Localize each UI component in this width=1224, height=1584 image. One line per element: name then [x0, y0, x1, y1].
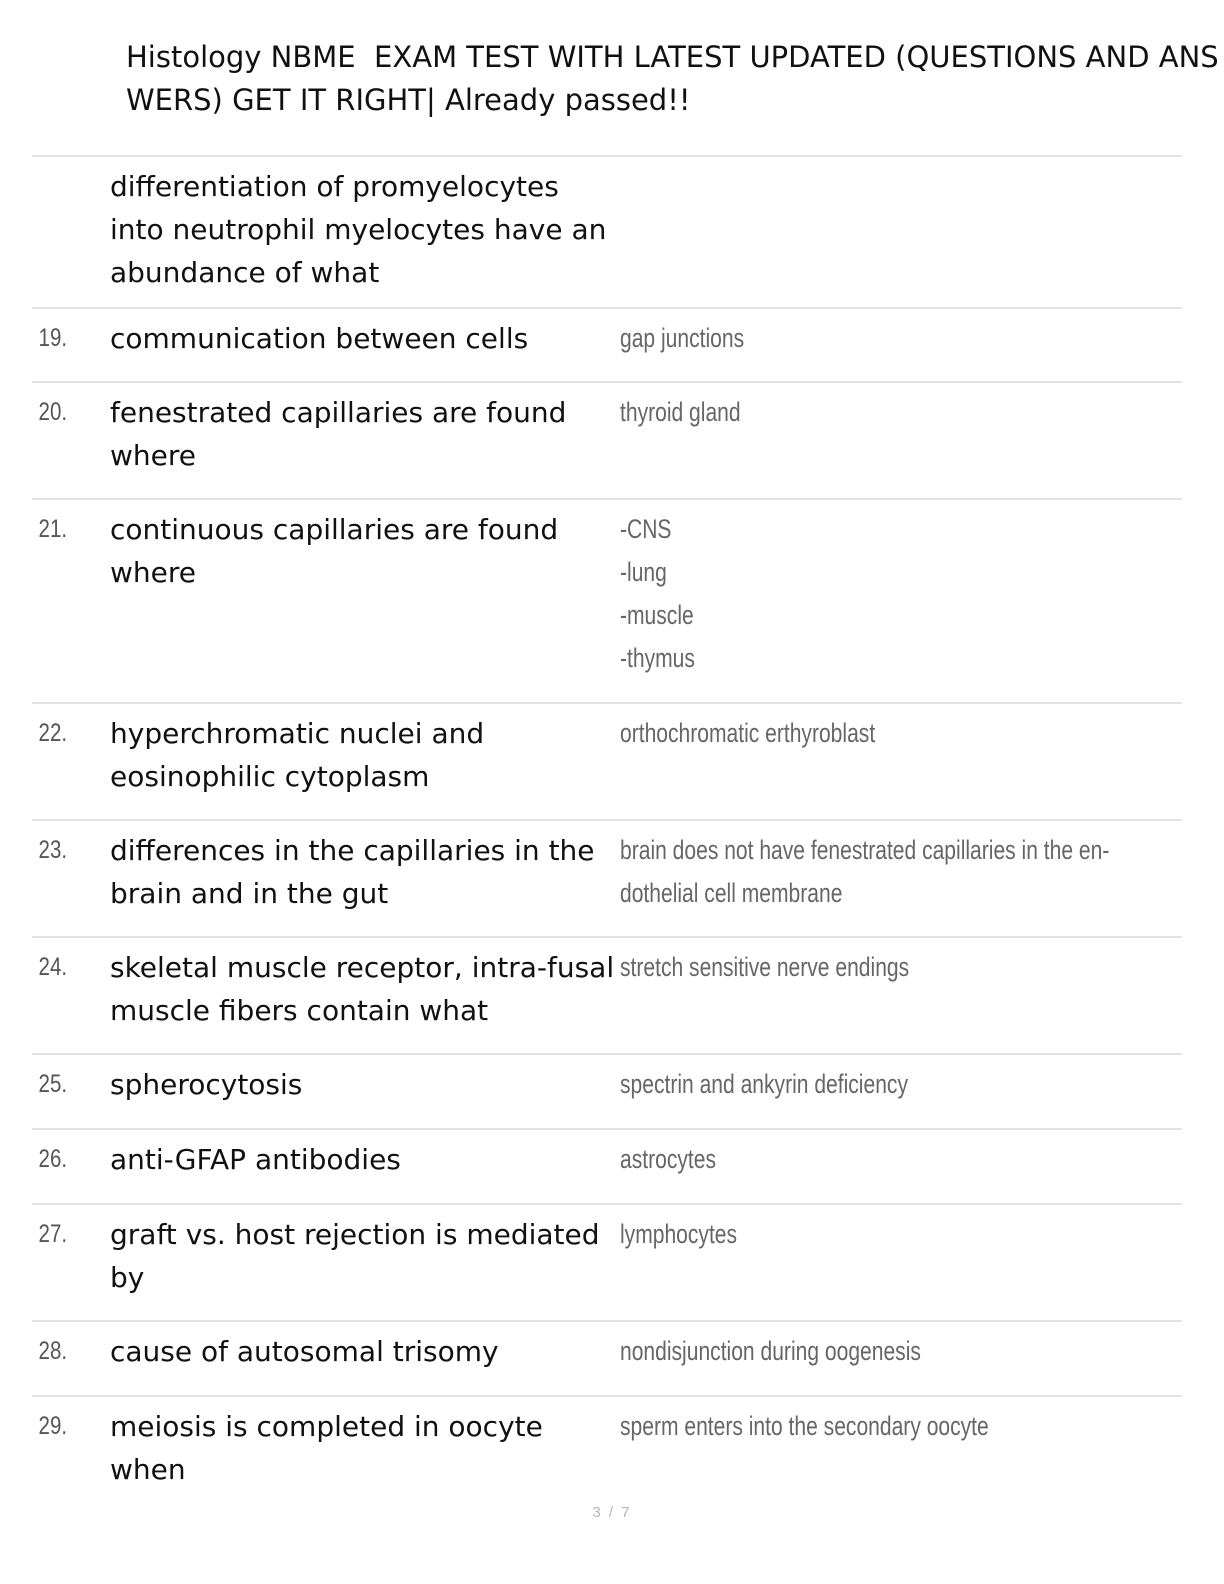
answer-text: astrocytes [620, 1144, 716, 1174]
document-title: Histology NBME EXAM TEST WITH LATEST UPDATED (QUESTIONS AND ANSWERS) GET IT RIGHT| Already passed!! [126, 40, 1219, 117]
row-number: 24. [38, 953, 68, 981]
answer-text: stretch sensitive nerve endings [620, 952, 910, 982]
row-number [32, 165, 96, 307]
row-number: 28. [38, 1337, 68, 1365]
table-row [32, 1322, 1182, 1397]
answer-text: -CNS -lung -muscle -thymus [620, 514, 695, 673]
question-text: skeletal muscle receptor, intra-fusal muscle fibers contain what [110, 951, 615, 1027]
question-text: meiosis is completed in oocyte when [110, 1410, 543, 1486]
table-row [32, 704, 1182, 821]
row-number: 26. [38, 1145, 68, 1173]
table-row [32, 500, 1182, 704]
row-number: 29. [38, 1412, 68, 1440]
table-row [32, 383, 1182, 500]
row-number: 27. [38, 1220, 68, 1248]
table-row [32, 157, 1182, 309]
answer-text: brain does not have fenestrated capillaries in the en- dothelial cell membrane [620, 835, 1110, 908]
answer-text: nondisjunction during oogenesis [620, 1336, 921, 1366]
answer-text: sperm enters into the secondary oocyte [620, 1411, 989, 1441]
answer-text: orthochromatic erthyroblast [620, 718, 876, 748]
table-row [32, 309, 1182, 383]
row-number: 19. [38, 324, 68, 352]
row-number: 20. [38, 398, 68, 426]
table-row [32, 1055, 1182, 1130]
table-row [32, 1130, 1182, 1205]
question-text: anti-GFAP antibodies [110, 1143, 401, 1176]
answer-text: thyroid gland [620, 397, 741, 427]
question-text: fenestrated capillaries are found where [110, 396, 567, 472]
table-row [32, 938, 1182, 1055]
row-number: 25. [38, 1070, 68, 1098]
table-row [32, 821, 1182, 938]
page-number: 3 / 7 [592, 1504, 632, 1521]
question-text: hyperchromatic nuclei and eosinophilic cytoplasm [110, 717, 485, 793]
answer-text [620, 165, 1182, 307]
question-text: differences in the capillaries in the brain and in the gut [110, 834, 595, 910]
row-number: 23. [38, 836, 68, 864]
row-number: 21. [38, 515, 68, 543]
answer-text: gap junctions [620, 323, 745, 353]
question-text: continuous capillaries are found where [110, 513, 559, 589]
question-text: graft vs. host rejection is mediated by [110, 1218, 600, 1294]
table-row [32, 1397, 1182, 1502]
question-text: spherocytosis [110, 1068, 303, 1101]
question-text: communication between cells [110, 322, 529, 355]
table-row [32, 1205, 1182, 1322]
answer-text: lymphocytes [620, 1219, 738, 1249]
question-text: differentiation of promyelocytes into neutrophil myelocytes have an abundance of what [110, 170, 607, 289]
qa-table [32, 155, 1182, 1502]
answer-text: spectrin and ankyrin deficiency [620, 1069, 908, 1099]
question-text: cause of autosomal trisomy [110, 1335, 499, 1368]
row-number: 22. [38, 719, 68, 747]
